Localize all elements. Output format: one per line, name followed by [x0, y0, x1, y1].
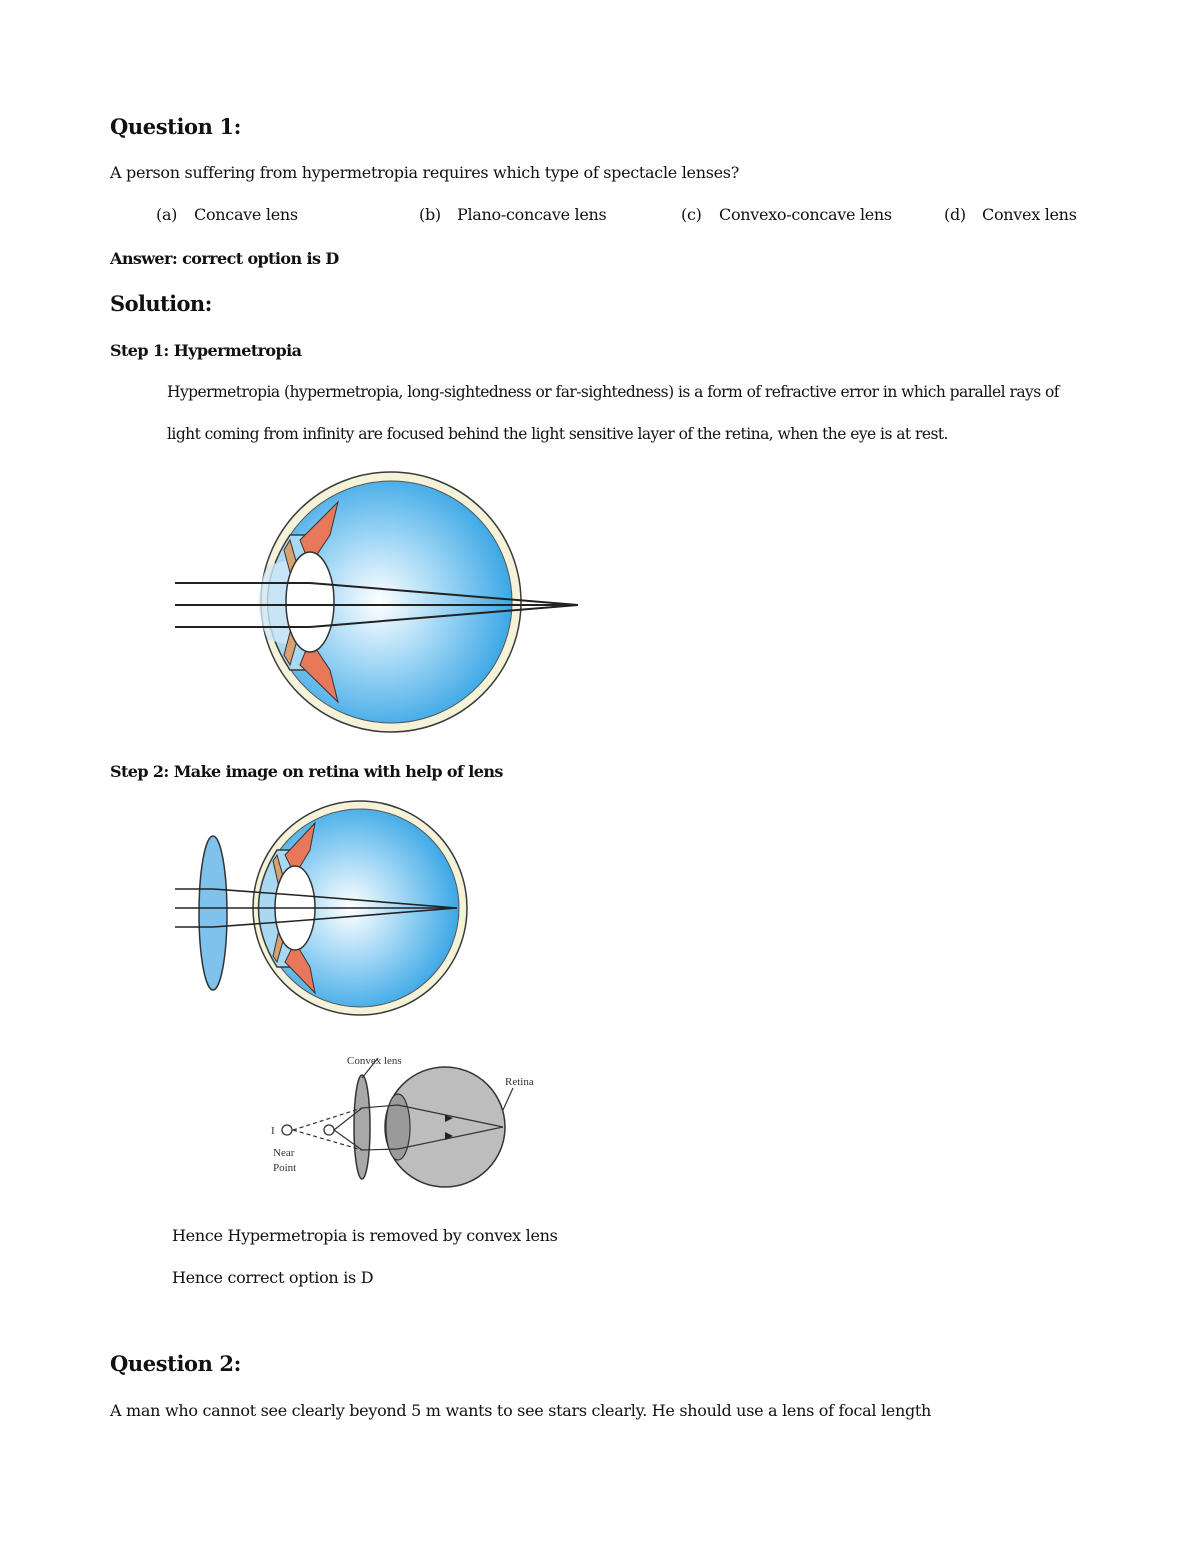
convex-spectacle-lens: [199, 836, 227, 990]
convex-lens-near-point-diagram: [265, 1050, 565, 1190]
option-c: [681, 205, 892, 224]
question-2-title: Question 2:: [110, 1351, 241, 1376]
conclusion-2: Hence correct option is D: [172, 1268, 374, 1287]
convex-lens-label: Convex lens: [347, 1055, 402, 1067]
option-d: [944, 205, 1077, 224]
option-a-text: Concave lens: [194, 205, 298, 224]
option-b-label: (b): [419, 205, 441, 224]
point-i: [282, 1125, 292, 1135]
step-1-line-2: light coming from infinity are focused behind the light sensitive layer of the retina, when the eye is at rest.: [167, 425, 948, 443]
conclusion-1: Hence Hypermetropia is removed by convex lens: [172, 1226, 558, 1245]
corrected-eye-diagram: [165, 795, 475, 1025]
answer-line: Answer: correct option is D: [110, 249, 339, 268]
step-1-heading: Step 1: Hypermetropia: [110, 341, 302, 360]
option-a-label: (a): [156, 205, 178, 224]
option-b-text: Plano-concave lens: [457, 205, 607, 224]
eye-lens: [286, 552, 334, 652]
option-a: [156, 205, 298, 224]
option-b: [419, 205, 606, 224]
option-d-text: Convex lens: [982, 205, 1077, 224]
near-label: Near: [273, 1147, 295, 1159]
question-2-text: A man who cannot see clearly beyond 5 m wants to see stars clearly. He should use a lens of focal length: [110, 1401, 932, 1420]
option-d-label: (d): [944, 205, 966, 224]
hypermetropia-eye-diagram: [150, 470, 600, 735]
step-2-heading: Step 2: Make image on retina with help of lens: [110, 762, 503, 781]
option-c-text: Convexo-concave lens: [719, 205, 892, 224]
option-c-label: (c): [681, 205, 702, 224]
question-1-title: Question 1:: [110, 114, 241, 139]
solution-title: Solution:: [110, 291, 212, 316]
question-1-text: A person suffering from hypermetropia requires which type of spectacle lenses?: [110, 163, 739, 182]
step-1-line-1: Hypermetropia (hypermetropia, long-sightedness or far-sightedness) is a form of refractive error in which parallel rays of: [167, 383, 1059, 401]
eye-lens-gray: [386, 1094, 410, 1160]
convex-lens-gray: [354, 1075, 370, 1179]
retina-label: Retina: [505, 1076, 534, 1088]
near-point: [324, 1125, 334, 1135]
i-label: I: [271, 1125, 275, 1137]
point-label: Point: [273, 1162, 297, 1174]
